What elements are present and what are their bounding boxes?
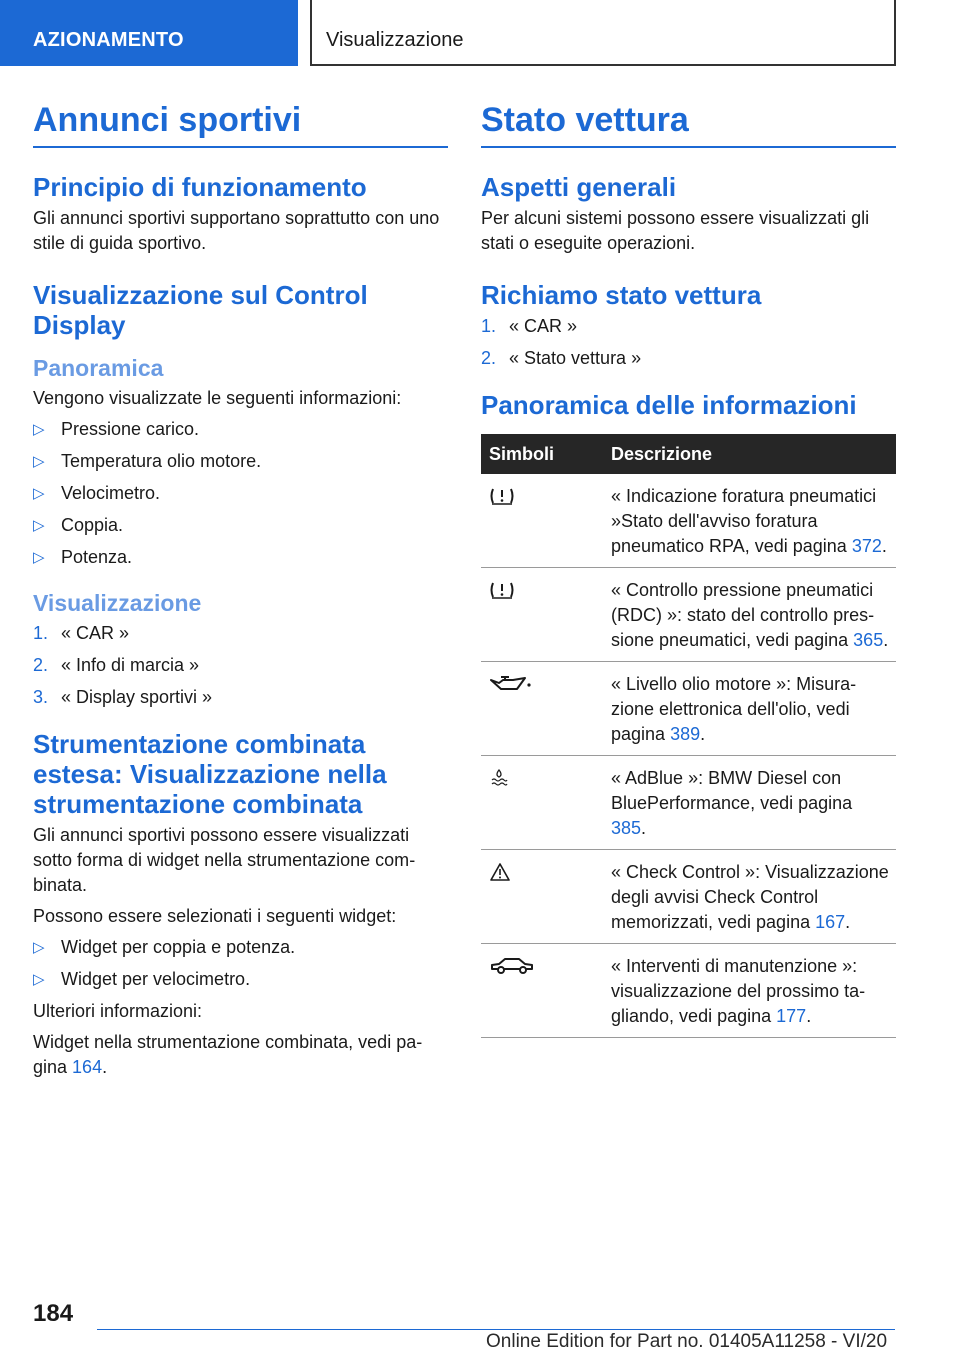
- more-info-label: Ulteriori informazioni:: [33, 1001, 203, 1021]
- richiamo-heading: Richiamo stato vettura: [481, 280, 762, 310]
- page-link[interactable]: 365: [853, 630, 884, 650]
- principio-heading: Principio di funzionamento: [33, 172, 367, 202]
- strumentazione-heading: Strumentazione combinata estesa: Visualizzazione nella strumentazione combinata: [33, 729, 387, 819]
- step-item: 3. « Display sportivi »: [33, 687, 213, 707]
- topic-box: [310, 0, 896, 66]
- visualizzazione-subheading: Visualizzazione: [33, 590, 202, 616]
- footer-divider: [97, 1329, 895, 1330]
- info-list: [33, 417, 448, 570]
- step-item: 2. « Info di marcia »: [33, 655, 200, 675]
- list-item: ▷ Temperatura olio motore.: [33, 449, 448, 474]
- page-link[interactable]: 372: [851, 536, 882, 556]
- panoramica-informazioni-heading: Panoramica delle informazioni: [481, 390, 857, 420]
- principio-text: Gli annunci sportivi supportano soprattutto con uno stile di guida sportivo.: [33, 208, 440, 253]
- table-row: « Livello olio motore »: Misurazione elettronica dell'olio, vedi pagina 389.: [481, 662, 896, 756]
- triangle-bullet-icon: ▷: [33, 421, 45, 438]
- strumentazione-text: Gli annunci sportivi possono essere visualizzati sotto forma di widget nella strumentazione combinata.: [33, 825, 416, 895]
- widget-reference: Widget nella strumentazione combinata, vedi pagina 164.: [33, 1032, 423, 1077]
- step-item: 1. « CAR »: [33, 623, 130, 643]
- control-display-heading: Visualizzazione sul Control Display: [33, 280, 368, 340]
- edition-text: Online Edition for Part no. 01405A11258 - VI/20: [486, 1331, 888, 1352]
- table-row: « Interventi di manutenzione »: visualizzazione del prossimo tagliando, vedi pagina 177.: [481, 944, 896, 1038]
- triangle-bullet-icon: ▷: [33, 971, 45, 988]
- right-column: [481, 100, 896, 1038]
- triangle-bullet-icon: ▷: [33, 453, 45, 470]
- warning-triangle-icon: [489, 862, 511, 882]
- table-row: « Controllo pressione pneumatici (RDC) »: stato del controllo pressione pneumatici, vedi pagina 365.: [481, 568, 896, 662]
- tire-warning-icon: [489, 486, 515, 506]
- section-tab: [0, 0, 298, 66]
- panoramica-subheading: Panoramica: [33, 355, 164, 381]
- aspetti-heading: Aspetti generali: [481, 172, 677, 202]
- panoramica-intro: Vengono visualizzate le seguenti informazioni:: [33, 388, 402, 408]
- table-row: « Check Control »: Visualizzazione degli avvisi Check Control memorizzati, vedi pagina 167.: [481, 850, 896, 944]
- triangle-bullet-icon: ▷: [33, 517, 45, 534]
- widget-intro: Possono essere selezionati i seguenti widget:: [33, 906, 397, 926]
- page-header: [0, 0, 960, 66]
- triangle-bullet-icon: ▷: [33, 549, 45, 566]
- oil-can-icon: [489, 674, 533, 694]
- section-label: AZIONAMENTO: [33, 29, 184, 51]
- car-service-icon: [489, 956, 535, 976]
- page-link[interactable]: 177: [776, 1006, 807, 1026]
- richiamo-steps: [481, 314, 896, 371]
- list-item: ▷ Pressione carico.: [33, 417, 448, 442]
- page-link[interactable]: 385: [611, 818, 642, 838]
- page-number: 184: [33, 1300, 74, 1327]
- list-item: ▷ Velocimetro.: [33, 481, 448, 506]
- list-item: ▷ Coppia.: [33, 513, 448, 538]
- widget-list: [33, 935, 448, 992]
- triangle-bullet-icon: ▷: [33, 485, 45, 502]
- page-link[interactable]: 167: [815, 912, 846, 932]
- step-item: 1. « CAR »: [481, 316, 578, 336]
- list-item: ▷ Widget per velocimetro.: [33, 967, 448, 992]
- step-item: 2. « Stato vettura »: [481, 348, 642, 368]
- list-item: ▷ Widget per coppia e potenza.: [33, 935, 448, 960]
- list-item: ▷ Potenza.: [33, 545, 448, 570]
- topic-label: Visualizzazione: [326, 29, 464, 51]
- stato-vettura-title: Stato vettura: [481, 100, 896, 148]
- table-row: « AdBlue »: BMW Diesel con BluePerformance, vedi pagina 385.: [481, 756, 896, 850]
- visualizzazione-steps: [33, 621, 448, 710]
- col-descrizione: Descrizione: [611, 434, 896, 474]
- left-column: [33, 100, 448, 1086]
- col-simboli: Simboli: [481, 434, 611, 474]
- page-link[interactable]: 389: [670, 724, 701, 744]
- table-header-row: [481, 434, 896, 474]
- page-link[interactable]: 164: [72, 1057, 103, 1077]
- annunci-sportivi-title: Annunci sportivi: [33, 100, 448, 148]
- info-table: [481, 434, 896, 1038]
- tire-pressure-icon: [489, 580, 515, 600]
- adblue-icon: [489, 768, 509, 788]
- triangle-bullet-icon: ▷: [33, 939, 45, 956]
- aspetti-text: Per alcuni sistemi possono essere visualizzati gli stati o eseguite operazioni.: [481, 208, 870, 253]
- table-row: « Indicazione foratura pneumatici »Stato dell'avviso foratura pneumatico RPA, vedi pagina 372.: [481, 474, 896, 568]
